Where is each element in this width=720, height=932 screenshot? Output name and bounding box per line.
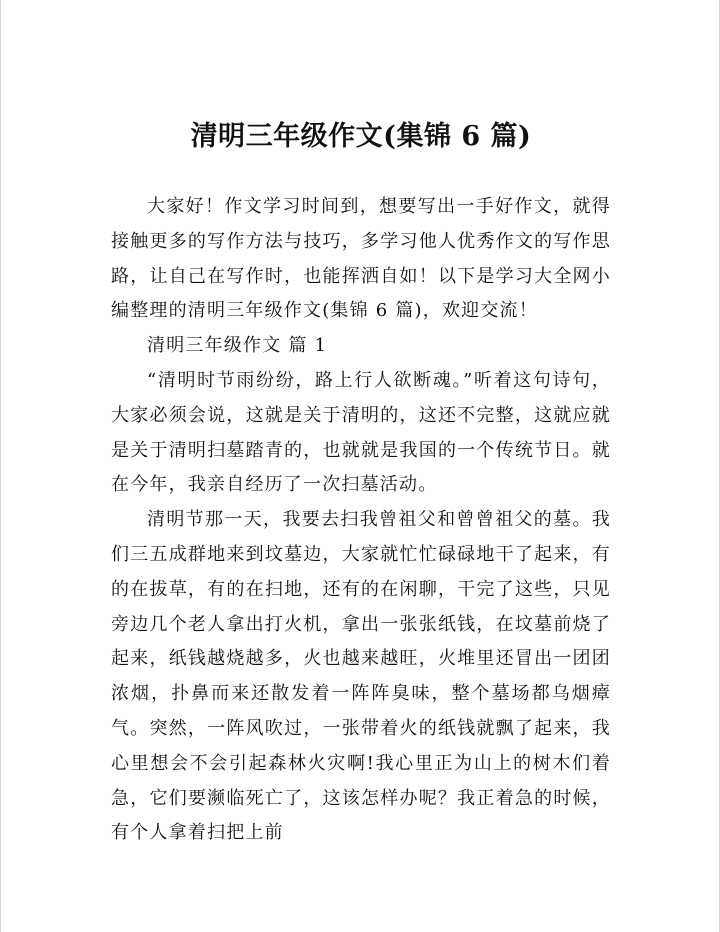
intro-paragraph: 大家好！作文学习时间到，想要写出一手好作文，就得接触更多的写作方法与技巧，多学习他人优秀作文的写作思路，让自己在写作时，也能挥洒自如！以下是学习大全网小编整理的清明三年级作文(集锦 6 篇)，欢迎交流！ (111, 196, 611, 322)
document-title: 清明三年级作文(集锦 6 篇) (190, 121, 532, 152)
document-body (111, 190, 611, 851)
body-paragraph: 清明节那一天，我要去扫我曾祖父和曾曾祖父的墓。我们三五成群地来到坟墓边，大家就忙忙碌碌地干了起来，有的在拔草，有的在扫地，还有的在闲聊，干完了这些，只见旁边几个老人拿出打火机，拿出一张张纸钱，在坟墓前烧了起来，纸钱越烧越多，火也越来越旺，火堆里还冒出一团团浓烟，扑鼻而来还散发着一阵阵臭味，整个墓场都乌烟瘴气。突然，一阵风吹过，一张带着火的纸钱就飘了起来，我心里想会不会引起森林火灾啊!我心里正为山上的树木们着急，它们要濒临死亡了，这该怎样办呢？我正着急的时候，有个人拿着扫把上前 (111, 509, 611, 844)
section-heading: 清明三年级作文 篇 1 (147, 335, 328, 357)
body-paragraph: “清明时节雨纷纷，路上行人欲断魂。”听着这句诗句，大家必须会说，这就是关于清明的，这还不完整，这就应就是关于清明扫墓踏青的，也就就是我国的一个传统节日。就在今年，我亲自经历了一次扫墓活动。 (111, 369, 611, 496)
